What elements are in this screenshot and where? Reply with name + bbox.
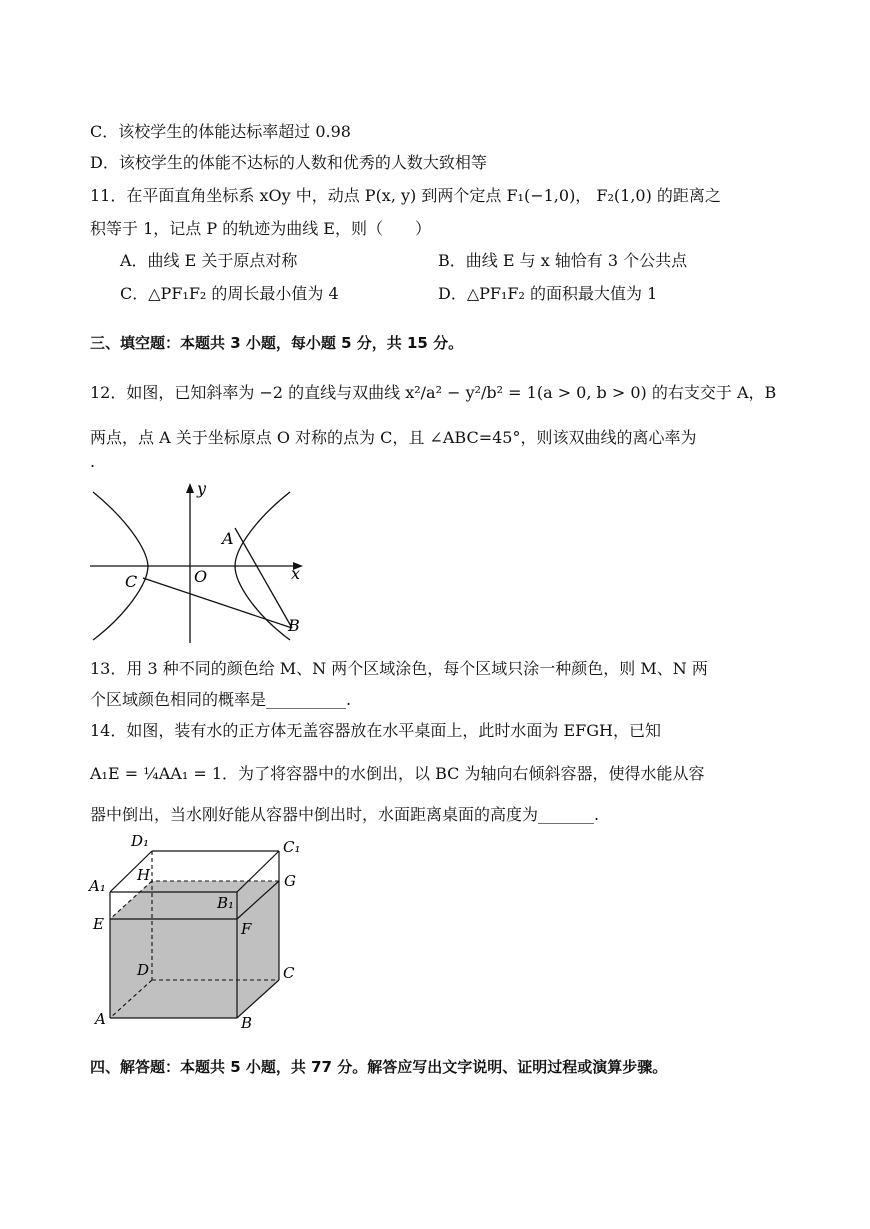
q11-option-d: D．△PF₁F₂ 的面积最大值为 1	[438, 284, 658, 303]
section-4-heading: 四、解答题：本题共 5 小题，共 77 分。解答应写出文字说明、证明过程或演算步骤。	[90, 1058, 668, 1076]
cube-label-d1: D₁	[131, 832, 150, 850]
figure-label-c: C	[125, 572, 138, 591]
q10-option-d: D．该校学生的体能不达标的人数和优秀的人数大致相等	[90, 153, 487, 172]
q14-stem-line2: A₁E = ¼AA₁ = 1．为了将容器中的水倒出，以 BC 为轴向右倾斜容器，使得水能从容	[90, 764, 705, 783]
figure-label-a: A	[222, 529, 234, 548]
q11-option-b: B．曲线 E 与 x 轴恰有 3 个公共点	[438, 251, 688, 270]
cube-label-b1: B₁	[217, 894, 235, 912]
q11-option-c: C．△PF₁F₂ 的周长最小值为 4	[120, 284, 339, 303]
cube-label-d: D	[137, 961, 150, 979]
q11-stem-line1: 11．在平面直角坐标系 xOy 中，动点 P(x, y) 到两个定点 F₁(−1,0)， F₂(1,0) 的距离之	[90, 186, 721, 205]
cube-label-a1: A₁	[89, 877, 106, 895]
figure-label-y: y	[197, 479, 207, 498]
q10-option-c: C．该校学生的体能达标率超过 0.98	[90, 122, 351, 141]
cube-label-h: H	[137, 866, 151, 884]
q13-stem-line2: 个区域颜色相同的概率是__________.	[90, 690, 352, 709]
section-3-heading: 三、填空题：本题共 3 小题，每小题 5 分，共 15 分。	[90, 334, 464, 352]
cube-label-e: E	[93, 915, 104, 933]
hyperbola-figure	[85, 478, 315, 648]
q11-stem-line2: 积等于 1，记点 P 的轨迹为曲线 E，则（ ）	[90, 219, 431, 238]
cube-label-c1: C₁	[283, 838, 301, 856]
figure-label-o: O	[194, 567, 208, 586]
cube-label-c: C	[283, 964, 295, 982]
q12-stem-line3: .	[90, 452, 96, 471]
cube-label-f: F	[241, 920, 252, 938]
cube-label-a: A	[95, 1010, 106, 1028]
cube-figure	[85, 828, 320, 1033]
cube-label-g: G	[284, 872, 296, 890]
q12-stem-line1: 12．如图，已知斜率为 −2 的直线与双曲线 x²/a² − y²/b² = 1(a > 0, b > 0) 的右支交于 A，B	[90, 383, 777, 402]
cube-label-b: B	[241, 1014, 253, 1032]
figure-label-b: B	[288, 616, 300, 635]
q11-option-a: A．曲线 E 关于原点对称	[120, 251, 298, 270]
q14-stem-line3: 器中倒出，当水刚好能从容器中倒出时，水面距离桌面的高度为_______.	[90, 805, 600, 824]
q12-stem-line2: 两点，点 A 关于坐标原点 O 对称的点为 C，且 ∠ABC=45°，则该双曲线的离心率为	[90, 428, 697, 447]
q13-stem-line1: 13．用 3 种不同的颜色给 M、N 两个区域涂色，每个区域只涂一种颜色，则 M、N 两	[90, 659, 708, 678]
figure-label-x: x	[291, 564, 301, 583]
q14-stem-line1: 14．如图，装有水的正方体无盖容器放在水平桌面上，此时水面为 EFGH，已知	[90, 721, 661, 740]
